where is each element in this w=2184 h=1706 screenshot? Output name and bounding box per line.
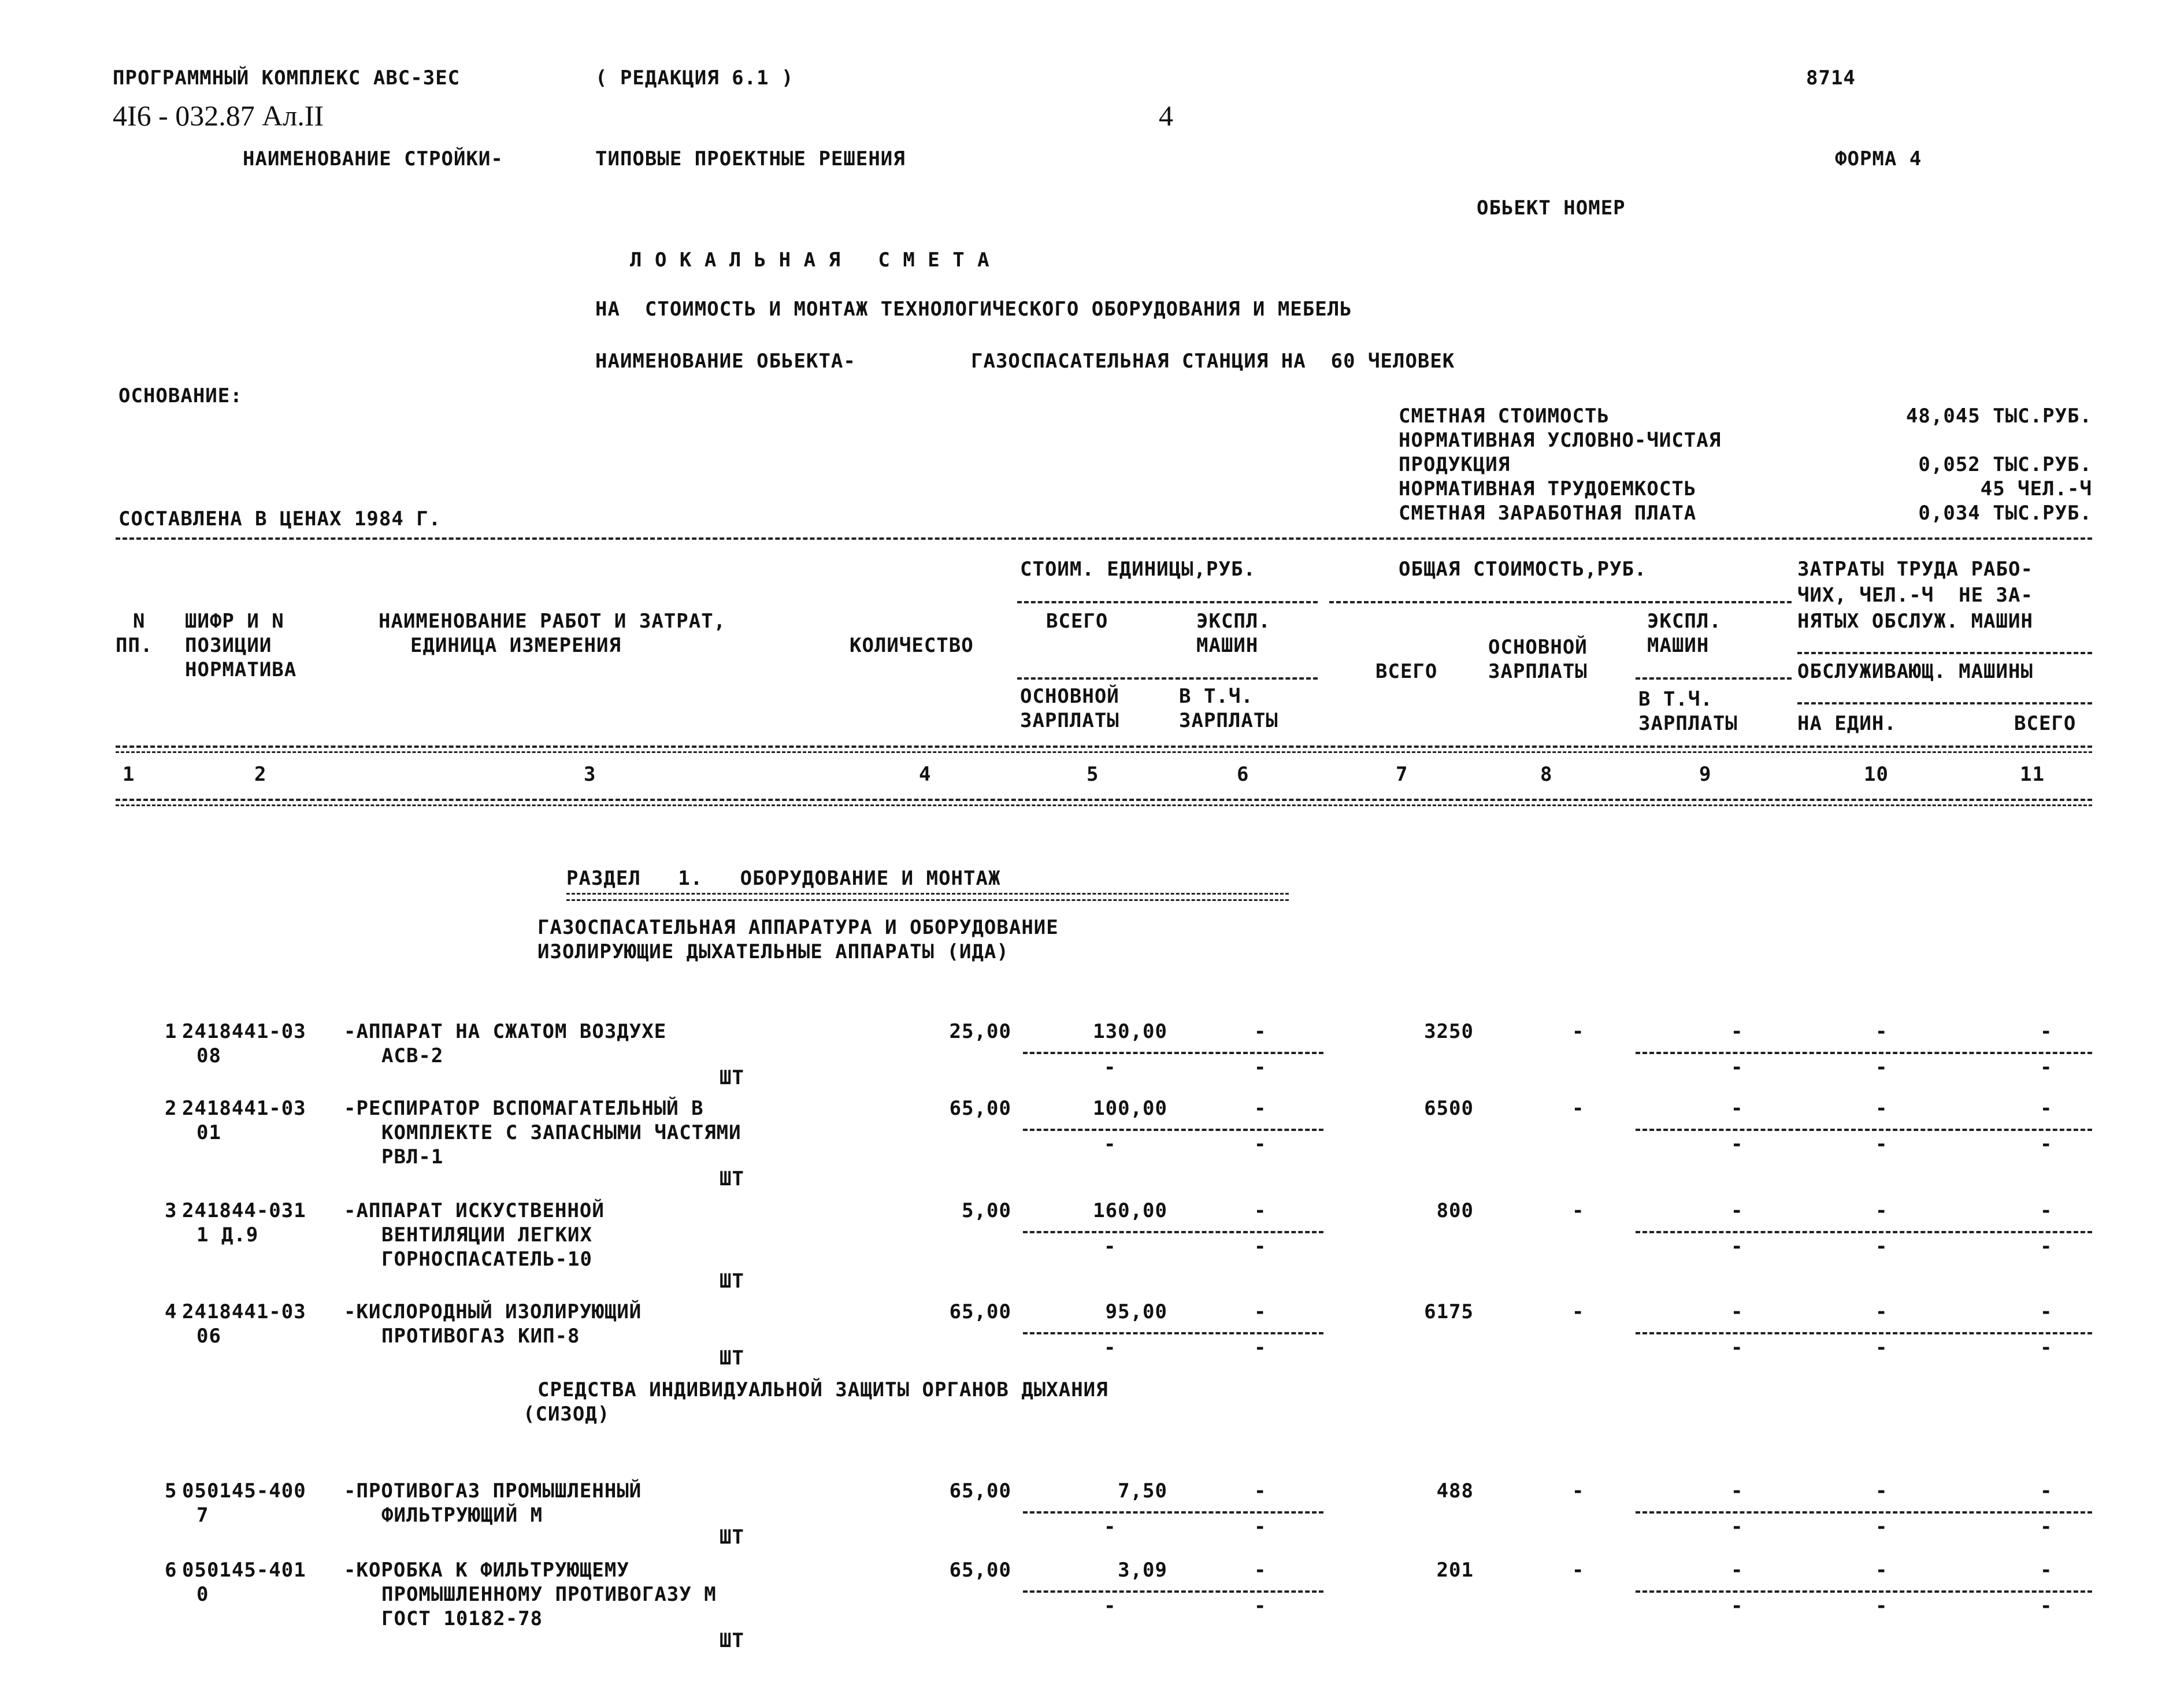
row-empty-value: - <box>2040 1479 2053 1503</box>
row-name-line: -КОРОБКА К ФИЛЬТРУЮЩЕМУ <box>344 1559 629 1582</box>
row-empty-value: - <box>1572 1020 1585 1043</box>
row-separator <box>1636 1231 2092 1233</box>
col-code-3: НОРМАТИВА <box>185 658 297 681</box>
table-top-rule <box>116 537 2092 540</box>
row-unit-price: 3,09 <box>1118 1559 1167 1582</box>
row-name-line: -ПРОТИВОГАЗ ПРОМЫШЛЕННЫЙ <box>344 1479 642 1503</box>
col-number-7: 7 <box>1396 763 1408 786</box>
row-total-cost: 6175 <box>1424 1300 1474 1323</box>
row-unit: ШТ <box>720 1629 744 1652</box>
col-number-5: 5 <box>1087 763 1099 786</box>
col-labor-head-4: ОБСЛУЖИВАЮЩ. МАШИНЫ <box>1797 660 2033 683</box>
row-empty-value: - <box>1731 1559 1744 1582</box>
row-name-line: -РЕСПИРАТОР ВСПОМАГАТЕЛЬНЫЙ В <box>344 1097 704 1120</box>
col-unit-wage-1: ОСНОВНОЙ <box>1020 685 1119 708</box>
summary-labor-label: НОРМАТИВНАЯ ТРУДОЕМКОСТЬ <box>1399 477 1697 500</box>
price-level: СОСТАВЛЕНА В ЦЕНАХ 1984 Г. <box>118 507 442 531</box>
construction-value: ТИПОВЫЕ ПРОЕКТНЫЕ РЕШЕНИЯ <box>595 147 906 170</box>
row-empty-value: - <box>1254 1300 1267 1323</box>
row-name-line: ФИЛЬТРУЮЩИЙ М <box>381 1504 543 1527</box>
row-separator <box>1636 1052 2092 1054</box>
row-code: 2418441-03 <box>182 1020 306 1043</box>
row-name-line: -КИСЛОРОДНЫЙ ИЗОЛИРУЮЩИЙ <box>344 1300 642 1323</box>
project-code: 4I6 - 032.87 Ал.II <box>113 99 324 132</box>
row-name-line: АСВ-2 <box>381 1044 444 1067</box>
row-empty-value: - <box>1104 1056 1117 1079</box>
col-unit-incl-2: ЗАРПЛАТЫ <box>1179 709 1278 732</box>
row-quantity: 5,00 <box>962 1199 1011 1222</box>
group-title-1: ГАЗОСПАСАТЕЛЬНАЯ АППАРАТУРА И ОБОРУДОВАНИЕ <box>537 916 1059 939</box>
edition: ( РЕДАКЦИЯ 6.1 ) <box>595 66 794 90</box>
header-inner-rule <box>1017 601 1318 603</box>
row-code-suffix: 08 <box>196 1044 221 1067</box>
header-inner-rule <box>1017 677 1318 680</box>
col-n-2: ПП. <box>116 634 153 657</box>
summary-product-value: 0,052 ТЫС.РУБ. <box>1918 453 2092 476</box>
row-separator <box>1023 1511 1323 1514</box>
summary-product-label-1: НОРМАТИВНАЯ УСЛОВНО-ЧИСТАЯ <box>1399 429 1722 452</box>
row-separator <box>1636 1511 2092 1514</box>
row-separator <box>1636 1590 2092 1593</box>
group-title-2: ИЗОЛИРУЮЩИЕ ДЫХАТЕЛЬНЫЕ АППАРАТЫ (ИДА) <box>537 940 1009 963</box>
row-unit-price: 7,50 <box>1118 1479 1167 1503</box>
group2-title-1: СРЕДСТВА ИНДИВИДУАЛЬНОЙ ЗАЩИТЫ ОРГАНОВ ДЫХАНИЯ <box>537 1378 1108 1401</box>
row-empty-value: - <box>2040 1020 2053 1043</box>
row-name-line: ПРОМЫШЛЕННОМУ ПРОТИВОГАЗУ М <box>381 1583 717 1606</box>
header-inner-rule <box>1797 702 2092 704</box>
row-empty-value: - <box>1572 1559 1585 1582</box>
header-inner-rule <box>1797 652 2092 654</box>
row-empty-value: - <box>1572 1097 1585 1120</box>
col-code-1: ШИФР И N <box>185 610 284 633</box>
row-empty-value: - <box>1875 1235 1888 1258</box>
row-empty-value: - <box>1875 1515 1888 1538</box>
row-unit-price: 130,00 <box>1093 1020 1167 1043</box>
row-empty-value: - <box>1731 1020 1744 1043</box>
row-quantity: 25,00 <box>949 1020 1011 1043</box>
row-empty-value: - <box>1731 1479 1744 1503</box>
summary-cost-value: 48,045 ТЫС.РУБ. <box>1905 405 2092 428</box>
col-number-8: 8 <box>1540 763 1553 786</box>
row-empty-value: - <box>1572 1300 1585 1323</box>
row-empty-value: - <box>1731 1300 1744 1323</box>
row-empty-value: - <box>1731 1199 1744 1222</box>
col-unit-mach-1: ЭКСПЛ. <box>1196 610 1271 633</box>
row-total-cost: 201 <box>1436 1559 1474 1582</box>
row-total-cost: 800 <box>1436 1199 1474 1222</box>
row-empty-value: - <box>2040 1235 2053 1258</box>
row-number: 3 <box>165 1199 177 1222</box>
summary-product-label-2: ПРОДУКЦИЯ <box>1399 453 1511 476</box>
row-empty-value: - <box>1104 1515 1117 1538</box>
row-code-suffix: 0 <box>196 1583 209 1606</box>
header-bottom-rule <box>116 751 2092 753</box>
row-separator <box>1023 1332 1323 1334</box>
row-empty-value: - <box>2040 1056 2053 1079</box>
col-total-head: ОБЩАЯ СТОИМОСТЬ,РУБ. <box>1399 558 1647 581</box>
row-quantity: 65,00 <box>949 1559 1011 1582</box>
row-code-suffix: 01 <box>196 1121 221 1144</box>
row-empty-value: - <box>1254 1235 1267 1258</box>
row-empty-value: - <box>1731 1056 1744 1079</box>
col-total-mach-1: ЭКСПЛ. <box>1647 610 1722 633</box>
row-empty-value: - <box>1254 1097 1267 1120</box>
row-unit: ШТ <box>720 1167 744 1191</box>
col-number-1: 1 <box>123 763 135 786</box>
col-total-wage-2: ЗАРПЛАТЫ <box>1488 660 1588 683</box>
row-code: 050145-401 <box>182 1559 306 1582</box>
row-empty-value: - <box>2040 1515 2053 1538</box>
col-n: N <box>133 610 146 633</box>
row-empty-value: - <box>1254 1594 1267 1618</box>
row-code-suffix: 1 Д.9 <box>196 1223 259 1247</box>
row-code: 2418441-03 <box>182 1300 306 1323</box>
section-underline <box>566 893 1289 901</box>
row-empty-value: - <box>1254 1133 1267 1156</box>
row-empty-value: - <box>1875 1479 1888 1503</box>
col-number-2: 2 <box>254 763 267 786</box>
row-separator <box>1023 1129 1323 1131</box>
col-total-mach-2: МАШИН <box>1647 634 1710 657</box>
object-name-label: НАИМЕНОВАНИЕ ОБЬЕКТА- <box>595 350 856 373</box>
row-name-line: РВЛ-1 <box>381 1145 444 1169</box>
col-labor-total: ВСЕГО <box>2014 712 2077 735</box>
page-number: 4 <box>1159 99 1173 132</box>
col-labor-head-2: ЧИХ, ЧЕЛ.-Ч НЕ ЗА- <box>1797 584 2033 607</box>
summary-wage-label: СМЕТНАЯ ЗАРАБОТНАЯ ПЛАТА <box>1399 502 1697 525</box>
document-code: 8714 <box>1806 66 1856 90</box>
group2-title-2: (СИЗОД) <box>523 1403 610 1426</box>
row-empty-value: - <box>1254 1199 1267 1222</box>
row-empty-value: - <box>2040 1300 2053 1323</box>
row-empty-value: - <box>1254 1336 1267 1359</box>
row-empty-value: - <box>1254 1479 1267 1503</box>
col-name-2: ЕДИНИЦА ИЗМЕРЕНИЯ <box>410 634 621 657</box>
summary-wage-value: 0,034 ТЫС.РУБ. <box>1918 502 2092 525</box>
col-labor-unit: НА ЕДИН. <box>1797 712 1897 735</box>
row-empty-value: - <box>1731 1594 1744 1618</box>
row-unit: ШТ <box>720 1066 744 1089</box>
row-total-cost: 488 <box>1436 1479 1474 1503</box>
row-number: 6 <box>165 1559 177 1582</box>
row-quantity: 65,00 <box>949 1300 1011 1323</box>
row-empty-value: - <box>1731 1097 1744 1120</box>
construction-label: НАИМЕНОВАНИЕ СТРОЙКИ- <box>243 147 503 170</box>
row-quantity: 65,00 <box>949 1097 1011 1120</box>
row-empty-value: - <box>1104 1133 1117 1156</box>
row-empty-value: - <box>1875 1199 1888 1222</box>
row-name-line: ВЕНТИЛЯЦИИ ЛЕГКИХ <box>381 1223 592 1247</box>
col-total-incl-1: В Т.Ч. <box>1638 688 1713 711</box>
col-labor-head-3: НЯТЫХ ОБСЛУЖ. МАШИН <box>1797 610 2033 633</box>
object-number-label: ОБЬЕКТ НОМЕР <box>1477 196 1626 220</box>
col-quantity: КОЛИЧЕСТВО <box>850 634 974 657</box>
row-unit: ШТ <box>720 1526 744 1549</box>
row-empty-value: - <box>1104 1336 1117 1359</box>
row-empty-value: - <box>1254 1515 1267 1538</box>
object-name-value: ГАЗОСПАСАТЕЛЬНАЯ СТАНЦИЯ НА 60 ЧЕЛОВЕК <box>971 350 1455 373</box>
col-unit-total: ВСЕГО <box>1046 610 1108 633</box>
col-name-1: НАИМЕНОВАНИЕ РАБОТ И ЗАТРАТ, <box>379 610 726 633</box>
row-empty-value: - <box>1104 1594 1117 1618</box>
document-subtitle: НА СТОИМОСТЬ И МОНТАЖ ТЕХНОЛОГИЧЕСКОГО ОБОРУДОВАНИЯ И МЕБЕЛЬ <box>595 298 1352 321</box>
row-empty-value: - <box>2040 1133 2053 1156</box>
row-empty-value: - <box>2040 1336 2053 1359</box>
header-inner-rule <box>1636 677 1792 680</box>
row-separator <box>1023 1231 1323 1233</box>
row-unit: ШТ <box>720 1347 744 1370</box>
row-empty-value: - <box>1104 1235 1117 1258</box>
row-separator <box>1023 1590 1323 1593</box>
row-code: 241844-031 <box>182 1199 306 1222</box>
program-name: ПРОГРАММНЫЙ КОМПЛЕКС АВС-3ЕС <box>113 66 461 90</box>
col-number-11: 11 <box>2020 763 2045 786</box>
form-label: ФОРМА 4 <box>1835 147 1922 170</box>
col-labor-head-1: ЗАТРАТЫ ТРУДА РАБО- <box>1797 558 2033 581</box>
col-total-incl-2: ЗАРПЛАТЫ <box>1638 712 1738 735</box>
row-empty-value: - <box>1731 1336 1744 1359</box>
row-empty-value: - <box>1731 1515 1744 1538</box>
row-separator <box>1023 1052 1323 1054</box>
col-number-9: 9 <box>1699 763 1712 786</box>
numbers-bottom-rule <box>116 804 2092 806</box>
row-empty-value: - <box>1875 1300 1888 1323</box>
row-code-suffix: 06 <box>196 1325 221 1348</box>
col-number-10: 10 <box>1864 763 1889 786</box>
row-empty-value: - <box>1875 1133 1888 1156</box>
row-empty-value: - <box>1731 1235 1744 1258</box>
row-empty-value: - <box>1731 1133 1744 1156</box>
col-number-6: 6 <box>1237 763 1249 786</box>
summary-labor-value: 45 ЧЕЛ.-Ч <box>1980 477 2092 500</box>
row-separator <box>1636 1129 2092 1131</box>
row-number: 5 <box>165 1479 177 1503</box>
row-number: 1 <box>165 1020 177 1043</box>
row-name-line: ГОСТ 10182-78 <box>381 1607 543 1630</box>
row-unit: ШТ <box>720 1270 744 1293</box>
row-separator <box>1636 1332 2092 1334</box>
row-number: 4 <box>165 1300 177 1323</box>
row-code: 050145-400 <box>182 1479 306 1503</box>
row-empty-value: - <box>2040 1594 2053 1618</box>
row-name-line: КОМПЛЕКТЕ С ЗАПАСНЫМИ ЧАСТЯМИ <box>381 1121 741 1144</box>
row-unit-price: 95,00 <box>1105 1300 1167 1323</box>
row-unit-price: 100,00 <box>1093 1097 1167 1120</box>
row-empty-value: - <box>1875 1056 1888 1079</box>
row-empty-value: - <box>1572 1199 1585 1222</box>
row-empty-value: - <box>1875 1020 1888 1043</box>
row-quantity: 65,00 <box>949 1479 1011 1503</box>
col-unit-cost-head: СТОИМ. ЕДИНИЦЫ,РУБ. <box>1020 558 1256 581</box>
col-number-3: 3 <box>584 763 596 786</box>
row-empty-value: - <box>2040 1097 2053 1120</box>
row-total-cost: 3250 <box>1424 1020 1474 1043</box>
section-title: РАЗДЕЛ 1. ОБОРУДОВАНИЕ И МОНТАЖ <box>566 867 1001 890</box>
row-empty-value: - <box>2040 1559 2053 1582</box>
col-code-2: ПОЗИЦИИ <box>185 634 272 657</box>
basis-label: ОСНОВАНИЕ: <box>118 384 243 407</box>
row-name-line: ГОРНОСПАСАТЕЛЬ-10 <box>381 1248 592 1271</box>
row-name-line: -АППАРАТ НА СЖАТОМ ВОЗДУХЕ <box>344 1020 667 1043</box>
row-empty-value: - <box>2040 1199 2053 1222</box>
col-unit-incl-1: В Т.Ч. <box>1179 685 1254 708</box>
col-unit-wage-2: ЗАРПЛАТЫ <box>1020 709 1119 732</box>
row-code: 2418441-03 <box>182 1097 306 1120</box>
row-empty-value: - <box>1254 1559 1267 1582</box>
row-name-line: -АППАРАТ ИСКУСТВЕННОЙ <box>344 1199 605 1222</box>
row-empty-value: - <box>1572 1479 1585 1503</box>
col-total-all: ВСЕГО <box>1375 660 1438 683</box>
row-empty-value: - <box>1254 1056 1267 1079</box>
col-total-wage-1: ОСНОВНОЙ <box>1488 636 1588 659</box>
row-empty-value: - <box>1875 1559 1888 1582</box>
header-inner-rule <box>1329 601 1792 603</box>
row-empty-value: - <box>1254 1020 1267 1043</box>
row-name-line: ПРОТИВОГАЗ КИП-8 <box>381 1325 580 1348</box>
numbers-bottom-rule <box>116 799 2092 801</box>
row-empty-value: - <box>1875 1336 1888 1359</box>
col-number-4: 4 <box>919 763 932 786</box>
row-unit-price: 160,00 <box>1093 1199 1167 1222</box>
document-title: Л О К А Л Ь Н А Я С М Е Т А <box>630 249 990 272</box>
row-total-cost: 6500 <box>1424 1097 1474 1120</box>
header-bottom-rule <box>116 746 2092 748</box>
row-code-suffix: 7 <box>196 1504 209 1527</box>
col-unit-mach-2: МАШИН <box>1196 634 1259 657</box>
summary-cost-label: СМЕТНАЯ СТОИМОСТЬ <box>1399 405 1610 428</box>
row-empty-value: - <box>1875 1097 1888 1120</box>
row-number: 2 <box>165 1097 177 1120</box>
row-empty-value: - <box>1875 1594 1888 1618</box>
